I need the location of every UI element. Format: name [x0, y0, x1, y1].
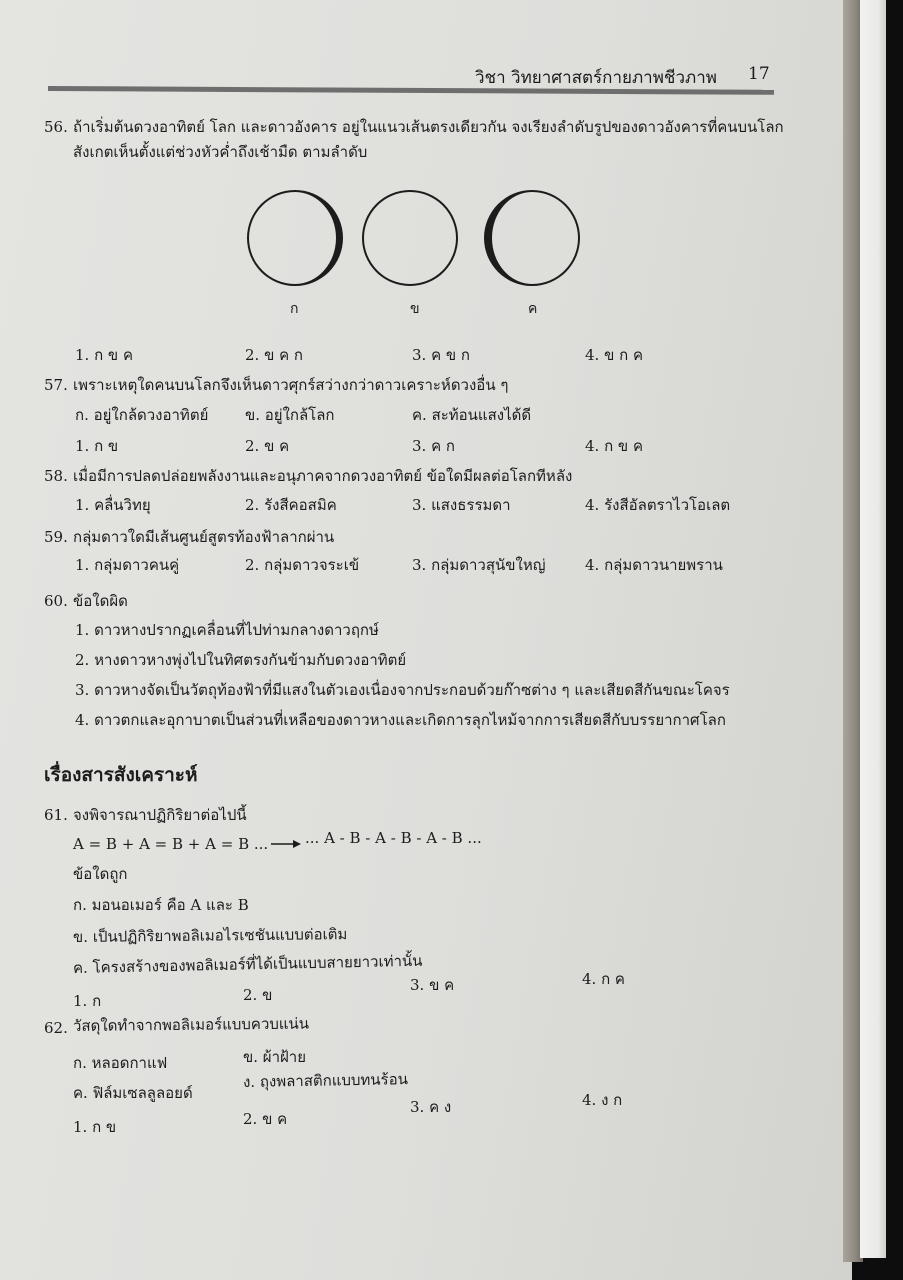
q60-number: 60.	[44, 592, 68, 610]
q59-text: กลุ่มดาวใดมีเส้นศูนย์สูตรท้องฟ้าลากผ่าน	[73, 528, 335, 546]
q58-option-2: 2. รังสีคอสมิค	[245, 496, 337, 514]
diagram-label-a: ก	[290, 301, 299, 317]
q58-option-3: 3. แสงธรรมดา	[412, 496, 511, 514]
mars-phase-b-diagram	[362, 190, 458, 286]
q57-choice-a: ก. อยู่ใกล้ดวงอาทิตย์	[75, 406, 209, 424]
q57-option-1: 1. ก ข	[75, 437, 119, 455]
q62-text: วัสดุใดทำจากพอลิเมอร์แบบควบแน่น	[72, 1014, 310, 1035]
q62-choice-d: ง. ถุงพลาสติกแบบทนร้อน	[242, 1070, 409, 1091]
q57-choice-c: ค. สะท้อนแสงได้ดี	[412, 406, 532, 424]
q59-option-4: 4. กลุ่มดาวนายพราน	[585, 556, 723, 574]
q58-number: 58.	[44, 467, 68, 485]
q56-option-1: 1. ก ข ค	[75, 346, 133, 364]
q61-choice-b: ข. เป็นปฏิกิริยาพอลิเมอไรเซชันแบบต่อเติม	[72, 925, 348, 946]
reaction-arrow-icon	[271, 839, 301, 849]
page-number: 17	[748, 64, 770, 84]
q61-option-1: 1. ก	[73, 992, 102, 1010]
section-title: เรื่องสารสังเคราะห์	[44, 764, 198, 786]
q57-option-2: 2. ข ค	[245, 437, 290, 455]
q62-choice-a: ก. หลอดกาแฟ	[73, 1054, 168, 1072]
q57-option-3: 3. ค ก	[412, 437, 455, 455]
q62-option-3: 3. ค ง	[410, 1098, 452, 1116]
q61-text: จงพิจารณาปฏิกิริยาต่อไปนี้	[73, 806, 247, 824]
q62-option-1: 1. ก ข	[73, 1118, 117, 1136]
q61-option-4: 4. ก ค	[582, 970, 625, 988]
q61-choice-c: ค. โครงสร้างของพอลิเมอร์ที่ได้เป็นแบบสายยาวเท่านั้น	[72, 951, 423, 977]
q59-option-1: 1. กลุ่มดาวคนคู่	[75, 556, 180, 574]
q61-reaction-right: ... A - B - A - B - A - B ...	[305, 829, 482, 847]
q61-reaction-left: A = B + A = B + A = B ...	[73, 835, 269, 853]
q60-text: ข้อใดผิด	[73, 592, 128, 610]
diagram-label-c: ค	[528, 301, 538, 317]
q56-option-3: 3. ค ข ก	[412, 346, 470, 364]
q56-text-line1: ถ้าเริ่มต้นดวงอาทิตย์ โลก และดาวอังคาร อยู่ในแนวเส้นตรงเดียวกัน จงเรียงลำดับรูปของดาวอังคารที่คนบนโลก	[73, 118, 784, 136]
q59-number: 59.	[44, 528, 68, 546]
q56-option-2: 2. ข ค ก	[245, 346, 303, 364]
q60-option-3: 3. ดาวหางจัดเป็นวัตถุท้องฟ้าที่มีแสงในตัวเองเนื่องจากประกอบด้วยก๊าซต่าง ๆ และเสียดสีกันขณะโคจร	[75, 681, 730, 699]
header-subject: วิชา วิทยาศาสตร์กายภาพชีวภาพ	[475, 68, 717, 88]
q60-option-1: 1. ดาวหางปรากฏเคลื่อนที่ไปท่ามกลางดาวฤกษ์	[75, 621, 379, 639]
q57-option-4: 4. ก ข ค	[585, 437, 643, 455]
q57-text: เพราะเหตุใดคนบนโลกจึงเห็นดาวศุกร์สว่างกว่าดาวเคราะห์ดวงอื่น ๆ	[73, 376, 509, 394]
q61-choice-a: ก. มอนอเมอร์ คือ A และ B	[73, 896, 249, 914]
q61-number: 61.	[44, 806, 68, 824]
page-edge-stack	[860, 0, 886, 1258]
q58-option-1: 1. คลื่นวิทยุ	[75, 496, 151, 514]
q59-option-2: 2. กลุ่มดาวจระเข้	[245, 556, 360, 574]
q57-number: 57.	[44, 376, 68, 394]
q62-option-4: 4. ง ก	[582, 1091, 623, 1109]
q62-choice-c: ค. ฟิล์มเซลลูลอยด์	[73, 1084, 193, 1102]
q60-option-2: 2. หางดาวหางพุ่งไปในทิศตรงกันข้ามกับดวงอาทิตย์	[75, 651, 407, 669]
q62-number: 62.	[44, 1019, 68, 1037]
q56-text-line2: สังเกตเห็นตั้งแต่ช่วงหัวค่ำถึงเช้ามืด ตามลำดับ	[73, 143, 368, 161]
mars-phase-a-diagram	[247, 190, 343, 286]
q57-choice-b: ข. อยู่ใกล้โลก	[245, 406, 335, 424]
q58-text: เมื่อมีการปลดปล่อยพลังงานและอนุภาคจากดวงอาทิตย์ ข้อใดมีผลต่อโลกทีหลัง	[73, 467, 573, 485]
q56-number: 56.	[44, 118, 68, 136]
q61-option-3: 3. ข ค	[410, 976, 455, 994]
q60-option-4: 4. ดาวตกและอุกาบาตเป็นส่วนที่เหลือของดาวหางและเกิดการลุกไหม้จากการเสียดสีกับบรรยากาศโลก	[75, 711, 726, 729]
q56-option-4: 4. ข ก ค	[585, 346, 643, 364]
diagram-label-b: ข	[410, 301, 420, 317]
q58-option-4: 4. รังสีอัลตราไวโอเลต	[585, 496, 731, 514]
q61-option-2: 2. ข	[243, 986, 273, 1004]
q61-sub-question: ข้อใดถูก	[73, 865, 128, 883]
q62-choice-b: ข. ผ้าฝ้าย	[243, 1048, 307, 1066]
q59-option-3: 3. กลุ่มดาวสุนัขใหญ่	[412, 556, 546, 574]
mars-phase-c-diagram	[484, 190, 580, 286]
q62-option-2: 2. ข ค	[243, 1110, 288, 1128]
